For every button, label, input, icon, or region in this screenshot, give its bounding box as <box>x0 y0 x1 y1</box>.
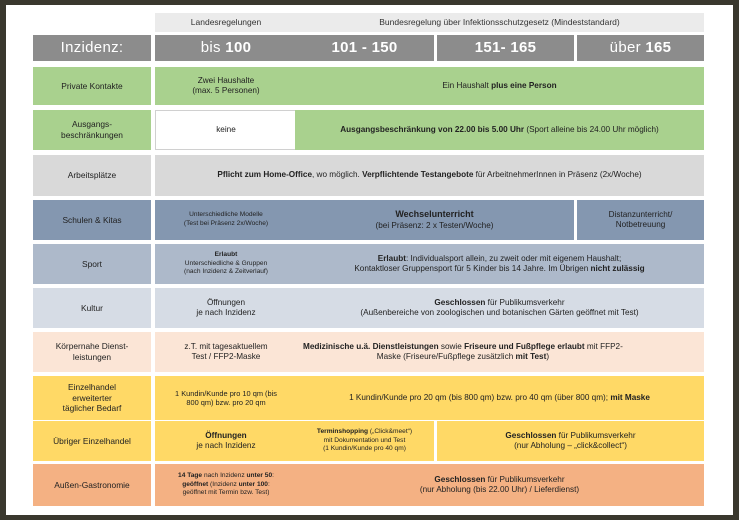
schulen-right-text: Distanzunterricht/ Notbetreuung <box>608 209 673 229</box>
kultur-landes <box>155 288 297 328</box>
row-label-gastro-text: Außen-Gastronomie <box>54 479 130 490</box>
row-label-sport <box>33 244 151 284</box>
header-bundes <box>295 13 704 32</box>
row-label-schulen-text: Schulen & Kitas <box>62 214 122 225</box>
einzel-uebrig-right <box>437 421 704 461</box>
header-bundes-text: Bundesregelung über Infektionsschutzgesetz (Mindeststandard) <box>379 17 620 28</box>
sport-landes <box>155 244 297 284</box>
row-label-kultur <box>33 288 151 328</box>
einzel-uebrig-right-text: Geschlossen für Publikumsverkehr (nur Abholung – „click&collect“) <box>505 430 636 450</box>
private-bund-text: Ein Haushalt plus eine Person <box>442 80 557 90</box>
sport-bund-text: Erlaubt: Individualsport allein, zu zweit oder mit eigenem Haushalt; Kontaktloser Gruppensport für 5 Kinder bis 14 Jahre. Im Übrigen nicht zulässig <box>354 253 645 273</box>
ausgang-landes <box>155 110 297 150</box>
schulen-right <box>577 200 704 240</box>
row-label-einzel-uebrig <box>33 421 151 461</box>
koerper-bund-text: Medizinische u.ä. Dienstleistungen sowie Friseure und Fußpflege erlaubt mit FFP2- Maske (Friseure/Fußpflege zusätzlich mit Test) <box>303 341 623 361</box>
sport-bund <box>295 244 704 284</box>
inzidenz-label-text: Inzidenz: <box>60 39 124 57</box>
row-label-schulen <box>33 200 151 240</box>
ausgang-bund <box>295 110 704 150</box>
row-label-sport-text: Sport <box>81 258 103 269</box>
arbeit-all-text: Pflicht zum Home-Office, wo möglich. Verpflichtende Testangebote für ArbeitnehmerInnen in Präsenz (2x/Woche) <box>217 170 642 180</box>
inzidenz-col-101-150 <box>295 35 434 61</box>
kultur-bund-text: Geschlossen für Publikumsverkehr (Außenbereiche von zoologischen und botanischen Gärten geöffnet mit Test) <box>360 297 639 317</box>
row-label-ausgang-text: Ausgangs- beschränkungen <box>61 119 123 140</box>
einzel-taeglich-bund-text: 1 Kundin/Kunde pro 20 qm (bis 800 qm) bzw. pro 40 qm (über 800 qm); mit Maske <box>349 392 650 402</box>
einzel-uebrig-mid-text: Terminshopping („Click&meet“) mit Dokumentation und Test (1 Kundin/Kunde pro 40 qm) <box>316 428 413 453</box>
row-label-arbeit-text: Arbeitsplätze <box>67 170 117 181</box>
row-label-ausgang <box>33 110 151 150</box>
row-label-koerper-text: Körpernahe Dienst- leistungen <box>55 341 129 362</box>
row-label-gastro <box>33 464 151 506</box>
gastro-bund-text: Geschlossen für Publikumsverkehr (nur Abholung (bis 22.00 Uhr) / Lieferdienst) <box>419 474 580 494</box>
inzidenz-col-151-165-text: 151- 165 <box>474 39 537 57</box>
header-landes <box>155 13 297 32</box>
inzidenz-col-bis-100-text: bis 100 <box>200 39 252 57</box>
sport-landes-text: Erlaubt Unterschiedliche & Gruppen (nach Inzidenz & Zeitverlauf) <box>184 251 268 276</box>
row-label-einzel-taeglich-text: Einzelhandel erweiterter täglicher Bedarf <box>62 381 122 414</box>
inzidenz-col-151-165 <box>437 35 574 61</box>
ausgang-landes-text: keine <box>216 124 236 134</box>
inzidenz-col-bis-100 <box>155 35 297 61</box>
einzel-taeglich-landes <box>155 376 297 420</box>
inzidenz-col-ueber-165-text: über 165 <box>609 39 672 57</box>
einzel-uebrig-landes <box>155 421 297 461</box>
einzel-taeglich-landes-text: 1 Kundin/Kunde pro 10 qm (bis 800 qm) bzw. pro 20 qm <box>175 388 277 407</box>
header-landes-text: Landesregelungen <box>190 17 262 28</box>
koerper-bund <box>295 332 704 372</box>
einzel-taeglich-bund <box>295 376 704 420</box>
schulen-mid <box>295 200 574 240</box>
inzidenz-col-101-150-text: 101 - 150 <box>331 39 398 57</box>
inzidenz-col-ueber-165 <box>577 35 704 61</box>
koerper-landes-text: z.T. mit tagesaktuellem Test / FFP2-Maske <box>184 341 268 361</box>
private-landes-text: Zwei Haushalte (max. 5 Personen) <box>192 75 260 95</box>
row-label-koerper <box>33 332 151 372</box>
private-bund <box>295 67 704 105</box>
koerper-landes <box>155 332 297 372</box>
kultur-landes-text: Öffnungen je nach Inzidenz <box>196 297 256 317</box>
row-label-einzel-uebrig-text: Übriger Einzelhandel <box>53 435 131 446</box>
row-label-einzel-taeglich <box>33 376 151 420</box>
private-landes <box>155 67 297 105</box>
gastro-landes <box>155 464 297 506</box>
schulen-landes-text: Unterschiedliche Modelle (Test bei Präsenz 2x/Woche) <box>183 211 269 227</box>
arbeit-all <box>155 155 704 196</box>
einzel-uebrig-mid <box>295 421 434 461</box>
schulen-mid-text: Wechselunterricht (bei Präsenz: 2 x Testen/Woche) <box>375 208 494 230</box>
gastro-bund <box>295 464 704 506</box>
regulation-table <box>6 5 733 515</box>
row-label-kultur-text: Kultur <box>81 302 103 313</box>
kultur-bund <box>295 288 704 328</box>
row-label-arbeit <box>33 155 151 196</box>
ausgang-bund-text: Ausgangsbeschränkung von 22.00 bis 5.00 Uhr (Sport alleine bis 24.00 Uhr möglich) <box>340 124 659 134</box>
einzel-uebrig-landes-text: Öffnungen je nach Inzidenz <box>196 430 256 450</box>
gastro-landes-text: 14 Tage nach Inzidenz unter 50: geöffnet (Inzidenz unter 100: geöffnet mit Termin bzw. Test) <box>178 472 274 497</box>
schulen-landes <box>155 200 297 240</box>
inzidenz-label <box>33 35 151 61</box>
row-label-private <box>33 67 151 105</box>
row-label-private-text: Private Kontakte <box>61 80 123 91</box>
